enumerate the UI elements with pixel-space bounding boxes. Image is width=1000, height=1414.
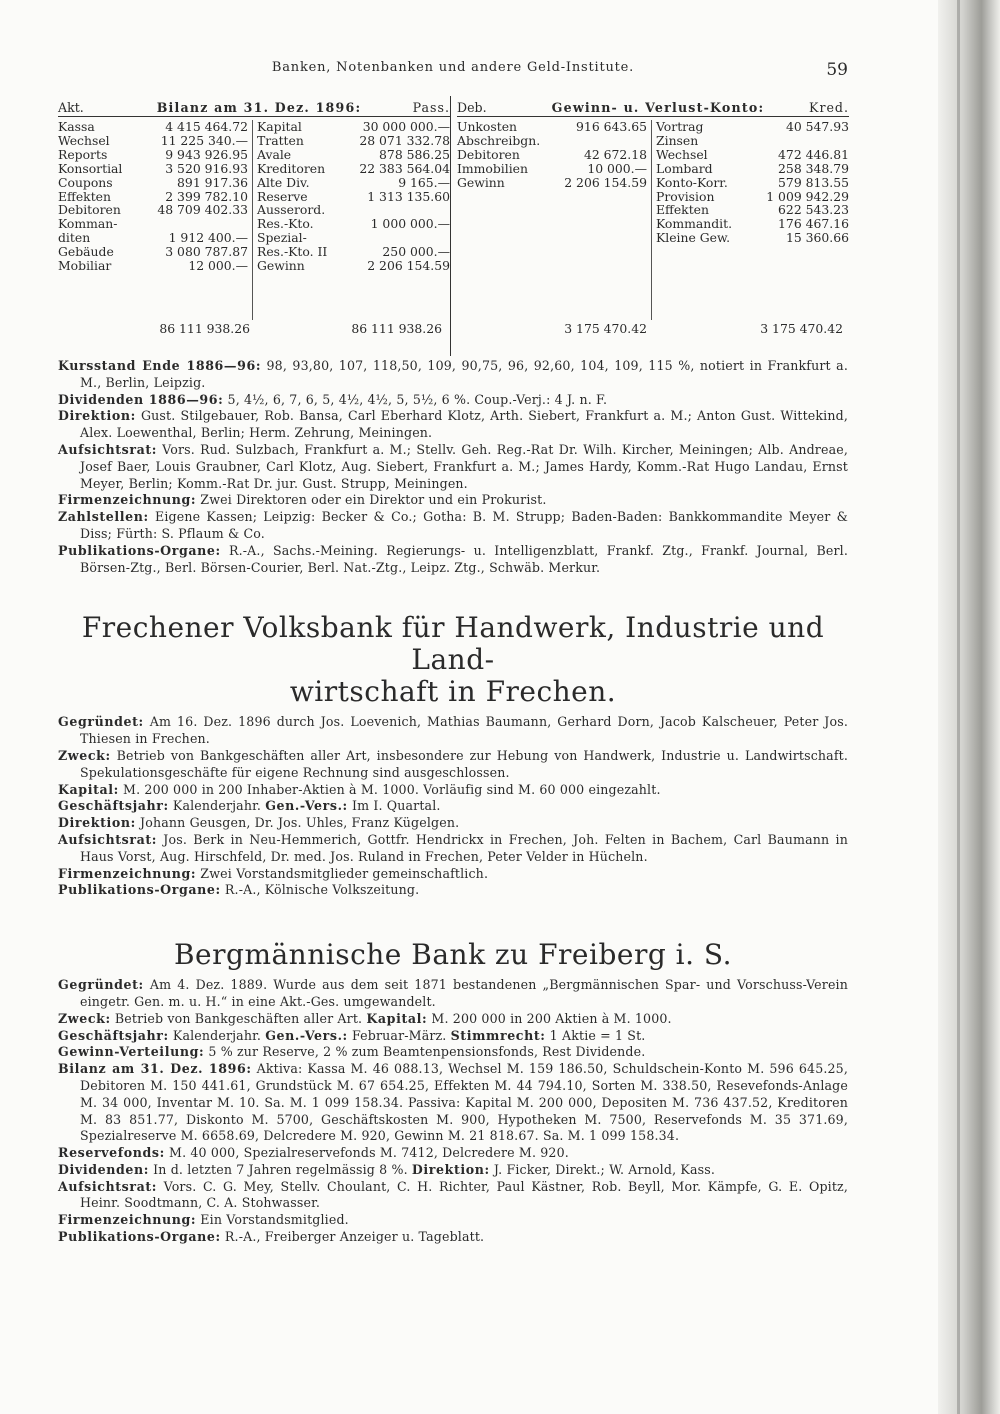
kredit-column bbox=[652, 120, 849, 320]
passiva-value: 9 165.— bbox=[398, 174, 450, 190]
debet-label: Abschreibgn. bbox=[457, 132, 541, 148]
bank1-paragraph bbox=[58, 492, 848, 509]
bank2-text: M. 200 000 in 200 Inhaber-Aktien à M. 1000. Vorläufig sind M. 60 000 eingezahlt. bbox=[118, 781, 661, 797]
bank2-paragraph bbox=[58, 815, 848, 832]
bank2-text: R.-A., Kölnische Volkszeitung. bbox=[220, 882, 420, 898]
passiva-row bbox=[257, 190, 450, 204]
kredit-value: 258 348.79 bbox=[778, 160, 849, 176]
kredit-label: Konto-Korr. bbox=[656, 174, 728, 190]
aktiva-label: Reports bbox=[58, 146, 108, 162]
bank3-text: Vors. C. G. Mey, Stellv. Choulant, C. H. Richter, Paul Kästner, Rob. Beyll, Mor. Kämpfe, G. E. Opitz, Heinr. Soodtmann, C. A. Stohwasser. bbox=[80, 1178, 848, 1211]
kredit-row bbox=[656, 231, 849, 245]
guv-kredit-head: Kred. bbox=[809, 100, 849, 115]
aktiva-value: 11 225 340.— bbox=[160, 132, 248, 148]
bank1-paragraph bbox=[58, 543, 848, 577]
bank3-key: Aufsichtsrat: bbox=[58, 1178, 158, 1194]
passiva-value: 30 000 000.— bbox=[362, 119, 450, 134]
passiva-row bbox=[257, 259, 450, 273]
bank3-paragraph bbox=[58, 1044, 848, 1061]
aktiva-label: diten bbox=[58, 230, 91, 246]
aktiva-value: 9 943 926.95 bbox=[165, 146, 248, 162]
guv-header bbox=[457, 96, 849, 117]
aktiva-value: 3 520 916.93 bbox=[165, 160, 248, 176]
kredit-label: Kommandit. bbox=[656, 216, 733, 232]
aktiva-label: Komman- bbox=[58, 216, 118, 232]
bank1-key: Firmenzeichnung: bbox=[58, 492, 197, 508]
aktiva-value bbox=[248, 217, 252, 231]
passiva-label: Reserve bbox=[257, 188, 308, 204]
kredit-row bbox=[656, 176, 849, 190]
bank3-paragraph bbox=[58, 1229, 848, 1246]
passiva-label: Ausserord. bbox=[257, 202, 326, 218]
bank1-key: Aufsichtsrat: bbox=[58, 441, 158, 457]
bank2-key: Aufsichtsrat: bbox=[58, 831, 158, 847]
aktiva-label: Debitoren bbox=[58, 202, 121, 218]
bank2-key: Direktion: bbox=[58, 815, 136, 831]
passiva-label: Alte Div. bbox=[257, 174, 310, 190]
bank1-key: Publikations-Organe: bbox=[58, 542, 221, 558]
bank3-text: Ein Vorstandsmitglied. bbox=[196, 1212, 349, 1228]
page-edge-shadow bbox=[938, 0, 1000, 1414]
kredit-value: 622 543.23 bbox=[778, 202, 849, 218]
guv-title: Gewinn- u. Verlust-Konto: bbox=[551, 100, 765, 115]
passiva-column bbox=[253, 120, 450, 320]
total-aktiva: 86 111 938.26 bbox=[159, 320, 250, 336]
total-passiva: 86 111 938.26 bbox=[351, 320, 442, 336]
bank3-text: Betrieb von Bankgeschäften aller Art. bbox=[110, 1010, 367, 1026]
bank3-paragraph bbox=[58, 1028, 848, 1045]
bank3-key: Bilanz am 31. Dez. 1896: bbox=[58, 1061, 252, 1077]
aktiva-value: 891 917.36 bbox=[177, 174, 248, 190]
bank2-key: Kapital: bbox=[58, 781, 119, 797]
bank2-title bbox=[58, 612, 848, 708]
aktiva-row bbox=[58, 190, 252, 204]
bank1-text: Eigene Kassen; Leipzig: Becker & Co.; Gotha: B. M. Strupp; Baden-Baden: Bankkommandite Meyer & Diss; Fürth: S. Pflaum & Co. bbox=[80, 509, 848, 541]
bank2-title-line2: wirtschaft in Frechen. bbox=[289, 675, 617, 709]
bank3-key: Kapital: bbox=[366, 1010, 428, 1026]
aktiva-row bbox=[58, 176, 252, 190]
bank1-paragraph bbox=[58, 509, 848, 543]
bank1-key: Direktion: bbox=[58, 408, 136, 424]
guv-totals bbox=[457, 320, 849, 336]
bank3-paragraph bbox=[58, 1145, 848, 1162]
bank3-text: J. Ficker, Direkt.; W. Arnold, Kass. bbox=[489, 1161, 715, 1177]
aktiva-row bbox=[58, 134, 252, 148]
bank1-key: Kursstand Ende 1886—96: bbox=[58, 358, 262, 373]
running-title: Banken, Notenbanken und andere Geld-Institute. bbox=[271, 60, 635, 75]
bank2-details bbox=[58, 714, 848, 899]
aktiva-row bbox=[58, 245, 252, 259]
kredit-label: Wechsel bbox=[656, 146, 708, 162]
kredit-value: 472 446.81 bbox=[778, 146, 849, 162]
bank2-title-line1: Frechener Volksbank für Handwerk, Industrie und Land- bbox=[81, 611, 825, 677]
kredit-label: Kleine Gew. bbox=[656, 230, 731, 246]
passiva-row bbox=[257, 217, 450, 231]
kredit-row bbox=[656, 190, 849, 204]
bank3-key: Firmenzeichnung: bbox=[58, 1212, 197, 1228]
debet-value: 916 643.65 bbox=[576, 119, 647, 134]
balance-tables bbox=[58, 96, 848, 356]
passiva-label: Kapital bbox=[257, 119, 302, 134]
bank3-title: Bergmännische Bank zu Freiberg i. S. bbox=[173, 938, 732, 972]
aktiva-row bbox=[58, 259, 252, 273]
bank2-key: Gen.-Vers.: bbox=[265, 798, 348, 814]
passiva-value: 2 206 154.59 bbox=[367, 258, 450, 274]
debet-column bbox=[457, 120, 652, 320]
bank2-key: Gegründet: bbox=[58, 714, 144, 730]
total-debet: 3 175 470.42 bbox=[564, 320, 647, 336]
bank3-key: Reservefonds: bbox=[58, 1145, 165, 1161]
bank2-key: Publikations-Organe: bbox=[58, 882, 221, 898]
guv-table bbox=[451, 96, 849, 356]
passiva-label: Avale bbox=[257, 146, 292, 162]
kredit-label: Provision bbox=[656, 188, 715, 204]
debet-row bbox=[457, 176, 651, 190]
bank3-key: Gen.-Vers.: bbox=[265, 1027, 348, 1043]
bank3-key: Gewinn-Verteilung: bbox=[58, 1044, 205, 1060]
aktiva-value: 12 000.— bbox=[188, 258, 248, 274]
debet-label: Debitoren bbox=[457, 146, 520, 162]
passiva-row bbox=[257, 148, 450, 162]
kredit-row bbox=[656, 120, 849, 134]
bank3-text: Kalenderjahr. bbox=[168, 1027, 266, 1043]
aktiva-value: 1 912 400.— bbox=[168, 230, 248, 246]
bank3-text: In d. letzten 7 Jahren regelmässig 8 %. bbox=[149, 1161, 412, 1177]
passiva-label: Kreditoren bbox=[257, 160, 326, 176]
aktiva-row bbox=[58, 217, 252, 231]
total-kredit: 3 175 470.42 bbox=[760, 320, 843, 336]
passiva-row bbox=[257, 162, 450, 176]
passiva-value: 250 000.— bbox=[382, 244, 450, 260]
aktiva-label: Gebäude bbox=[58, 244, 114, 260]
bank3-key: Stimmrecht: bbox=[450, 1027, 546, 1043]
bank1-paragraph bbox=[58, 358, 848, 392]
bank1-text: Vors. Rud. Sulzbach, Frankfurt a. M.; Stellv. Geh. Reg.-Rat Dr. Wilh. Kircher, Meiningen; Alb. Andreae, Josef Baer, Louis Graubner, Carl Klotz, Aug. Siebert, Frankfurt a. M.; James Hardy, Komm.-Rat Hugo Landau, Ernst Meyer, Berlin; Komm.-Rat Dr. jur. Gust. Strupp, Meiningen. bbox=[80, 441, 848, 491]
aktiva-value: 4 415 464.72 bbox=[165, 119, 248, 134]
bank3-paragraph bbox=[58, 1179, 848, 1213]
kredit-value: 579 813.55 bbox=[778, 174, 849, 190]
bank3-text: Februar-März. bbox=[347, 1027, 451, 1043]
bank3-key: Dividenden: bbox=[58, 1161, 150, 1177]
bank2-paragraph bbox=[58, 832, 848, 866]
kredit-row bbox=[656, 203, 849, 217]
debet-value: 42 672.18 bbox=[583, 146, 647, 162]
bank1-text: Gust. Stilgebauer, Rob. Bansa, Carl Eberhard Klotz, Arth. Siebert, Frankfurt a. M.; Anton Gust. Wittekind, Alex. Loewenthal, Berlin; Herm. Zehrung, Meiningen. bbox=[80, 408, 848, 441]
debet-row bbox=[457, 148, 651, 162]
bank2-text: Im I. Quartal. bbox=[347, 798, 441, 814]
bank1-text: 98, 93,80, 107, 118,50, 109, 90,75, 96, 92,60, 104, 109, 115 %, notiert in Frankfurt a. M., Berlin, Leipzig. bbox=[80, 358, 848, 390]
bank3-paragraph bbox=[58, 1212, 848, 1229]
bank1-paragraph bbox=[58, 392, 848, 409]
passiva-row bbox=[257, 120, 450, 134]
passiva-row bbox=[257, 134, 450, 148]
aktiva-label: Konsortial bbox=[58, 160, 123, 176]
kredit-label: Vortrag bbox=[656, 119, 704, 134]
passiva-value: 22 383 564.04 bbox=[359, 160, 450, 176]
aktiva-row bbox=[58, 148, 252, 162]
bank3-text: R.-A., Freiberger Anzeiger u. Tageblatt. bbox=[220, 1229, 485, 1245]
kredit-label: Lombard bbox=[656, 160, 713, 176]
debet-row bbox=[457, 120, 651, 134]
aktiva-row bbox=[58, 162, 252, 176]
passiva-label: Gewinn bbox=[257, 258, 305, 274]
bank2-text: Johann Geusgen, Dr. Jos. Uhles, Franz Kügelgen. bbox=[135, 815, 460, 831]
bank1-text: R.-A., Sachs.-Meining. Regierungs- u. Intelligenzblatt, Frankf. Ztg., Frankf. Journal, Berl. Börsen-Ztg., Berl. Börsen-Courier, Berl. Nat.-Ztg., Leipz. Ztg., Schwäb. Merkur. bbox=[80, 542, 848, 575]
passiva-row bbox=[257, 203, 450, 217]
bank3-text: M. 200 000 in 200 Aktien à M. 1000. bbox=[427, 1010, 672, 1026]
bilanz-aktiva-head: Akt. bbox=[58, 100, 84, 115]
aktiva-label: Coupons bbox=[58, 174, 113, 190]
bank3-key: Geschäftsjahr: bbox=[58, 1027, 169, 1043]
bank3-details bbox=[58, 977, 848, 1246]
bank3-text: Am 4. Dez. 1889. Wurde aus dem seit 1871 bestandenen „Bergmännischen Spar- und Vorschuss-Verein eingetr. Gen. m. u. H.“ in eine Akt.-Ges. umgewandelt. bbox=[80, 977, 848, 1009]
bank2-paragraph bbox=[58, 798, 848, 815]
debet-label: Gewinn bbox=[457, 174, 505, 190]
aktiva-value: 2 399 782.10 bbox=[165, 188, 248, 204]
bank3-paragraph bbox=[58, 977, 848, 1011]
bilanz-table bbox=[58, 96, 451, 356]
bank3-paragraph bbox=[58, 1162, 848, 1179]
running-header bbox=[58, 60, 848, 88]
aktiva-value: 3 080 787.87 bbox=[165, 244, 248, 260]
passiva-value: 878 586.25 bbox=[379, 146, 450, 162]
aktiva-label: Effekten bbox=[58, 188, 111, 204]
bank1-text: Zwei Direktoren oder ein Direktor und ein Prokurist. bbox=[196, 492, 547, 508]
bank2-text: Am 16. Dez. 1896 durch Jos. Loevenich, Mathias Baumann, Gerhard Dorn, Jacob Kalscheuer, Peter Jos. Thiesen in Frechen. bbox=[80, 714, 848, 747]
passiva-row bbox=[257, 176, 450, 190]
debet-value bbox=[647, 134, 651, 148]
bank3-key: Direktion: bbox=[411, 1161, 490, 1177]
bank1-key: Dividenden 1886—96: bbox=[58, 391, 224, 407]
passiva-label: Res.-Kto. II bbox=[257, 244, 328, 260]
bank3-key: Gegründet: bbox=[58, 977, 144, 993]
bank2-key: Zweck: bbox=[58, 747, 111, 763]
kredit-row bbox=[656, 148, 849, 162]
passiva-value: 28 071 332.78 bbox=[359, 132, 450, 148]
bank3-text: M. 40 000, Spezialreservefonds M. 7412, Delcredere M. 920. bbox=[164, 1145, 569, 1161]
kredit-label: Effekten bbox=[656, 202, 709, 218]
bank2-text: Kalenderjahr. bbox=[168, 798, 266, 814]
debet-label: Unkosten bbox=[457, 119, 518, 134]
page-number: 59 bbox=[826, 60, 848, 80]
bank2-text: Jos. Berk in Neu-Hemmerich, Gottfr. Hendrickx in Frechen, Joh. Felten in Bachem, Carl Baumann in Haus Vorst, Aug. Hirschfeld, Dr. med. Jos. Ruland in Frechen, Peter Velder in Hücheln. bbox=[80, 831, 848, 864]
debet-label: Immobilien bbox=[457, 160, 528, 176]
aktiva-label: Mobiliar bbox=[58, 258, 112, 274]
kredit-row bbox=[656, 162, 849, 176]
bank2-text: Zwei Vorstandsmitglieder gemeinschaftlich. bbox=[196, 865, 489, 881]
debet-row bbox=[457, 162, 651, 176]
page bbox=[58, 60, 848, 1246]
kredit-value: 40 547.93 bbox=[785, 119, 849, 134]
aktiva-column bbox=[58, 120, 253, 320]
passiva-row bbox=[257, 245, 450, 259]
aktiva-row bbox=[58, 231, 252, 245]
passiva-value: 1 000 000.— bbox=[370, 216, 450, 232]
page-edge-line bbox=[957, 0, 960, 1414]
bank1-details bbox=[58, 358, 848, 576]
bilanz-title: Bilanz am 31. Dez. 1896: bbox=[156, 100, 362, 115]
kredit-value: 176 467.16 bbox=[778, 216, 849, 232]
kredit-row bbox=[656, 134, 849, 148]
aktiva-row bbox=[58, 203, 252, 217]
aktiva-value: 48 709 402.33 bbox=[157, 202, 248, 218]
kredit-row bbox=[656, 217, 849, 231]
bank2-key: Geschäftsjahr: bbox=[58, 798, 169, 814]
bank3-text: Aktiva: Kassa M. 46 088.13, Wechsel M. 159 186.50, Schuldschein-Konto M. 596 645.25, Debitoren M. 150 441.61, Grundstück M. 67 654.25, Effekten M. 44 794.10, Sorten M. 338.50, Resevefonds-Anlage M. 34 000, Inventar M. 10. Sa. M. 1 099 158.34. Passiva: Kapital M. 200 000, Depositen M. 736 437.52, Kreditoren M. 83 851.77, Diskonto M. 5700, Geschäftskosten M. 900, Hypotheken M. 7500, Reservefonds M. 35 371.69, Spezialreserve M. 6658.69, Delcredere M. 920, Gewinn M. 21 818.67. Sa. M. 1 099 158.34. bbox=[80, 1061, 848, 1144]
bank1-text: 5, 4½, 6, 7, 6, 5, 4½, 4½, 5, 5½, 6 %. Coup.-Verj.: 4 J. n. F. bbox=[223, 391, 608, 407]
bank3-text: 5 % zur Reserve, 2 % zum Beamtenpensionsfonds, Rest Dividende. bbox=[204, 1044, 646, 1060]
kredit-value: 1 009 942.29 bbox=[766, 188, 849, 204]
bank2-text: Betrieb von Bankgeschäften aller Art, insbesondere zur Hebung von Handwerk, Industrie u. Landwirtschaft. Spekulationsgeschäfte für eigene Rechnung sind ausgeschlossen. bbox=[80, 747, 848, 780]
bank3-paragraph bbox=[58, 1011, 848, 1028]
aktiva-label: Wechsel bbox=[58, 132, 110, 148]
bank2-paragraph bbox=[58, 866, 848, 883]
kredit-label: Zinsen bbox=[656, 132, 699, 148]
bank3-key: Zweck: bbox=[58, 1010, 111, 1026]
bank1-paragraph bbox=[58, 408, 848, 442]
aktiva-label: Kassa bbox=[58, 119, 95, 134]
bank2-paragraph bbox=[58, 782, 848, 799]
bank2-paragraph bbox=[58, 714, 848, 748]
bilanz-passiva-head: Pass. bbox=[412, 100, 450, 115]
passiva-label: Tratten bbox=[257, 132, 304, 148]
bank1-paragraph bbox=[58, 442, 848, 492]
bilanz-totals bbox=[58, 320, 450, 336]
passiva-value: 1 313 135.60 bbox=[367, 188, 450, 204]
kredit-value: 15 360.66 bbox=[785, 230, 849, 246]
bank3-key: Publikations-Organe: bbox=[58, 1229, 221, 1245]
debet-value: 2 206 154.59 bbox=[564, 174, 647, 190]
bank1-key: Zahlstellen: bbox=[58, 509, 149, 525]
bank2-paragraph bbox=[58, 748, 848, 782]
bilanz-header bbox=[58, 96, 450, 117]
bank3-text: 1 Aktie = 1 St. bbox=[545, 1027, 646, 1043]
bank3-paragraph bbox=[58, 1061, 848, 1145]
bank2-paragraph bbox=[58, 882, 848, 899]
aktiva-row bbox=[58, 120, 252, 134]
bank2-key: Firmenzeichnung: bbox=[58, 865, 197, 881]
passiva-label: Spezial- bbox=[257, 230, 307, 246]
debet-row bbox=[457, 134, 651, 148]
debet-value: 10 000.— bbox=[587, 160, 647, 176]
guv-debet-head: Deb. bbox=[457, 100, 487, 115]
passiva-label: Res.-Kto. bbox=[257, 216, 314, 232]
passiva-row bbox=[257, 231, 450, 245]
